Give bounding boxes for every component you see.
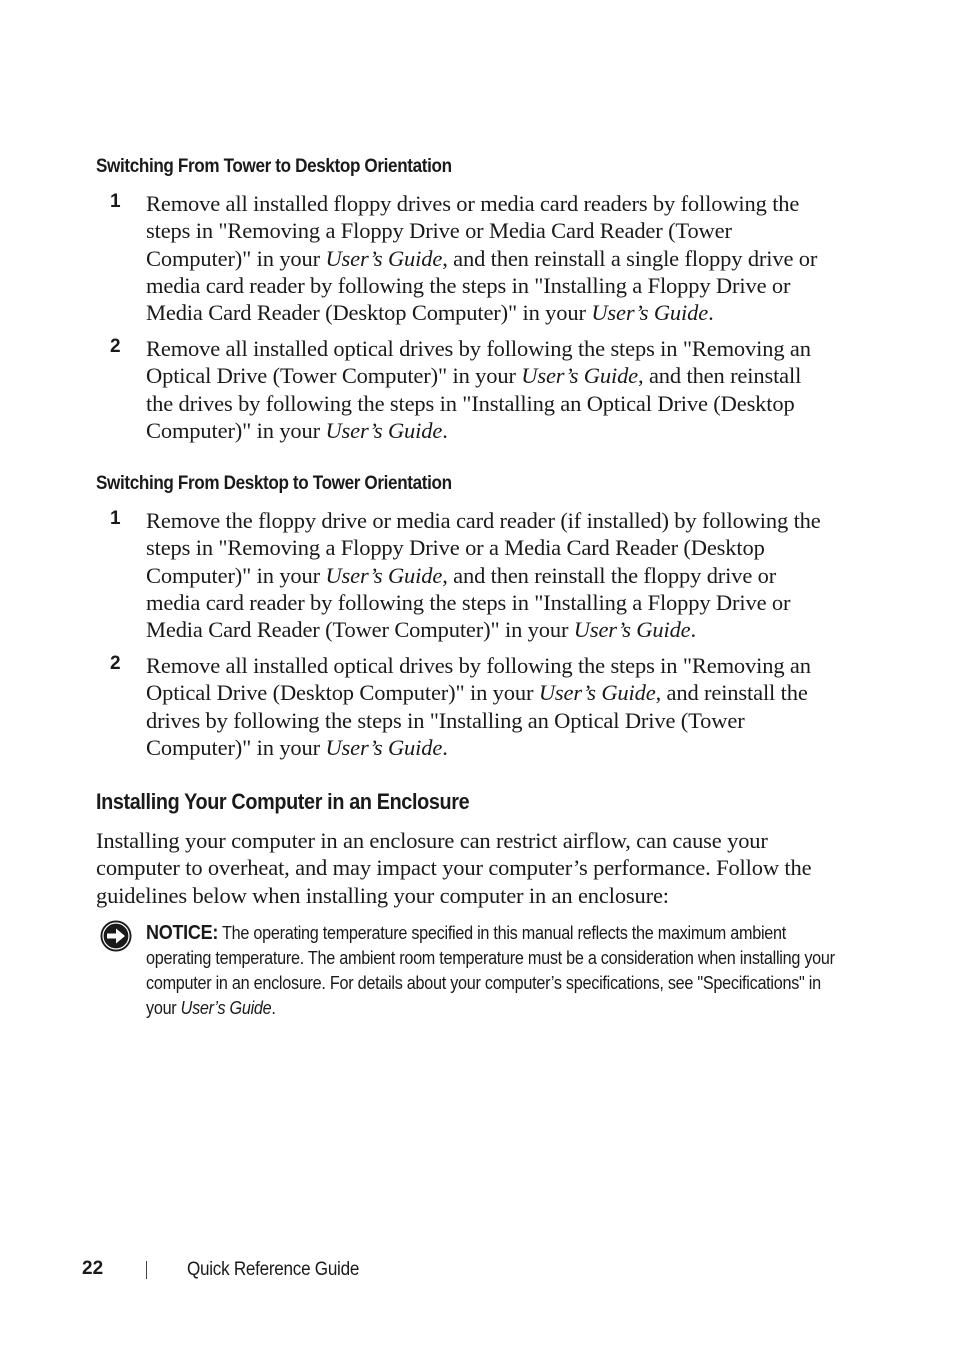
notice-label: NOTICE: [146, 922, 219, 944]
footer-divider [146, 1261, 147, 1279]
notice-icon [99, 919, 133, 953]
step-text: Remove all installed floppy drives or media card readers by following the steps in "Removing a Floppy Drive or Media Card Reader (Tower Computer)" in your User’s Guide, and then reinstall a single floppy drive or media card reader by following the steps in "Installing a Floppy Drive or Media Card Reader (Desktop Computer)" in your User’s Guide. [146, 191, 818, 326]
step-text: Remove all installed optical drives by following the steps in "Removing an Optical Drive (Tower Computer)" in your User’s Guide, and then reinstall the drives by following the steps in "Installing an Optical Drive (Desktop Computer)" in your User’s Guide. [146, 336, 811, 443]
guide-reference: User’s Guide [538, 680, 656, 706]
guide-reference: User’s Guide [325, 562, 443, 588]
page-number: 22 [82, 1258, 104, 1279]
guide-reference: User’s Guide [325, 245, 443, 271]
guide-reference: User’s Guide [325, 417, 443, 443]
notice-text: NOTICE: The operating temperature specified in this manual reflects the maximum ambient operating temperature. The ambient room temperature must be a consideration when installing your computer in an enclosure. For details about your computer’s specifications, see "Specifications" in your User’s Guide. [146, 922, 835, 1018]
step-number: 2 [110, 653, 121, 674]
step-number: 1 [110, 508, 121, 529]
guide-reference: User’s Guide [521, 363, 639, 389]
step-number: 2 [110, 336, 121, 357]
step-number: 1 [110, 191, 121, 212]
step-text: Remove the floppy drive or media card reader (if installed) by following the steps in "Removing a Floppy Drive or a Media Card Reader (Desktop Computer)" in your User’s Guide, and then reinstall the floppy drive or media card reader by following the steps in "Installing a Floppy Drive or Media Card Reader (Tower Computer)" in your User’s Guide. [146, 508, 821, 643]
heading-tower-to-desktop: Switching From Tower to Desktop Orientation [96, 156, 452, 177]
step-text: Remove all installed optical drives by following the steps in "Removing an Optical Drive (Desktop Computer)" in your User’s Guide, and reinstall the drives by following the steps in "Installing an Optical Drive (Tower Computer)" in your User’s Guide. [146, 653, 811, 760]
guide-reference: User’s Guide [325, 734, 443, 760]
footer-title: Quick Reference Guide [187, 1259, 360, 1280]
heading-enclosure: Installing Your Computer in an Enclosure [96, 789, 470, 814]
guide-reference: User’s Guide [591, 300, 709, 326]
heading-desktop-to-tower: Switching From Desktop to Tower Orientation [96, 473, 452, 494]
enclosure-paragraph: Installing your computer in an enclosure can restrict airflow, can cause your computer to overheat, and may impact your computer’s performance. Follow the guidelines below when installing your computer in an enclosure: [96, 828, 812, 908]
guide-reference: User’s Guide [180, 998, 272, 1018]
guide-reference: User’s Guide [573, 617, 691, 643]
